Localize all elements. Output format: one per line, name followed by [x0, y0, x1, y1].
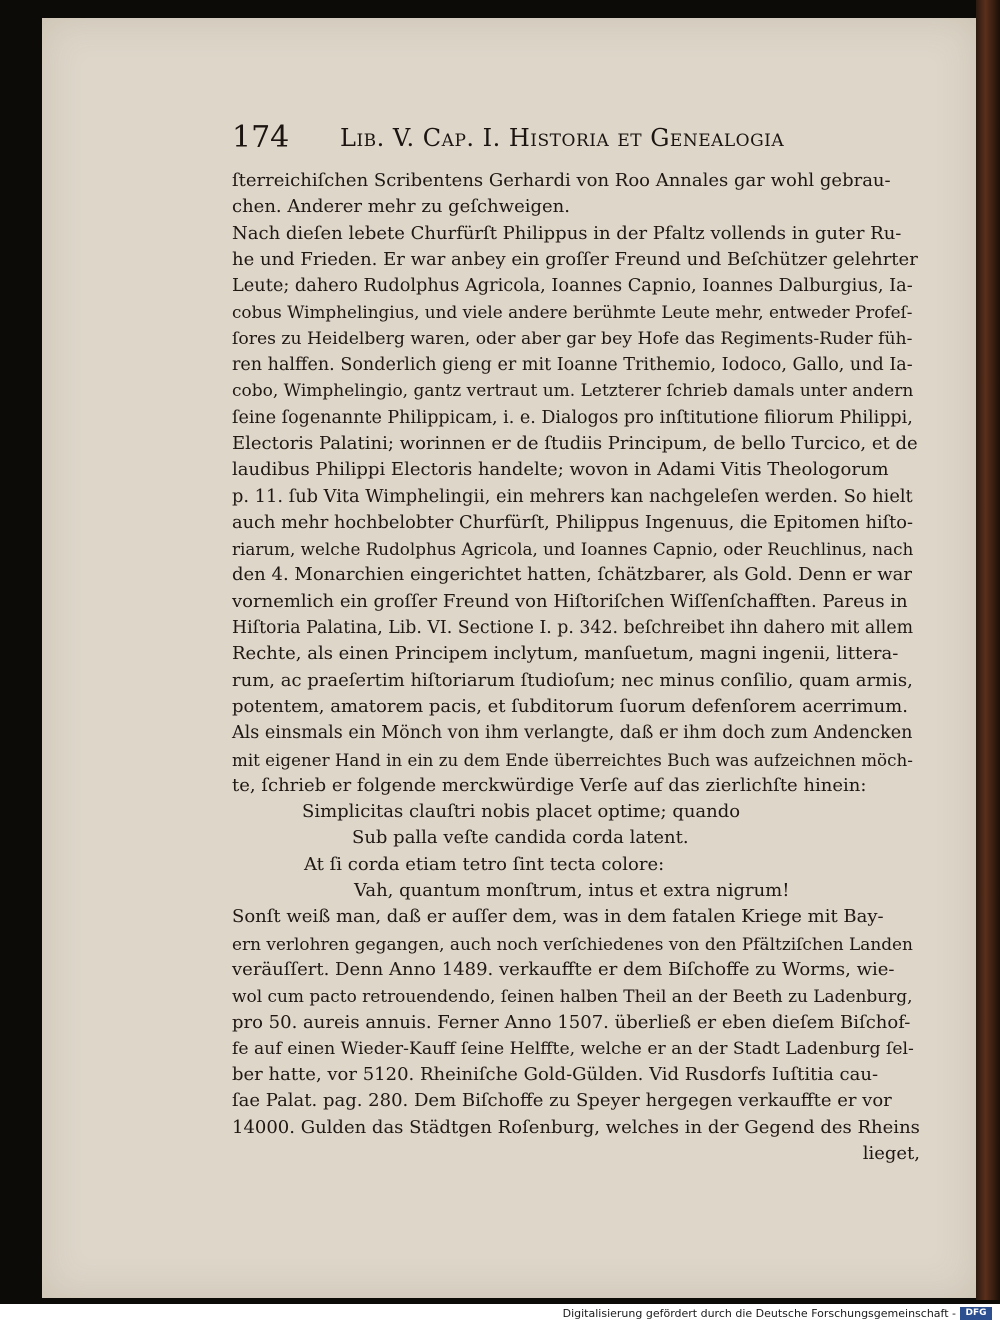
text-line: p. 11. ſub Vita Wimphelingii, ein mehrers kan nachgeleſen werden. So hielt [232, 485, 913, 507]
verse-line: Simplicitas clauſtri nobis placet optime; quando [302, 801, 741, 823]
book-edge [976, 0, 1000, 1300]
text-line: ſterreichiſchen Scribentens Gerhardi von Roo Annales gar wohl gebrau- [232, 170, 891, 191]
text-line: ern verlohren gegangen, auch noch verſchiedenes von den Pfältziſchen Landen [232, 933, 913, 954]
text-line: fe auf einen Wieder-Kauff ſeine Helffte, welche er an der Stadt Ladenburg ſel- [232, 1038, 914, 1059]
body-text [232, 168, 920, 1167]
text-line: laudibus Philippi Electoris handelte; wovon in Adami Vitis Theologorum [232, 459, 889, 481]
text-line: veräuſſert. Denn Anno 1489. verkauffte er dem Biſchoffe zu Worms, wie- [232, 958, 895, 980]
page-header [232, 120, 832, 160]
verse-line: Sub palla veſte candida corda latent. [352, 827, 689, 849]
dfg-logo[interactable]: DFG [960, 1307, 992, 1320]
verse-line: At ſi corda etiam tetro ſint tecta colore: [304, 853, 665, 875]
verse-line: Vah, quantum monſtrum, intus et extra nigrum! [354, 880, 790, 902]
text-line: auch mehr hochbelobter Churfürſt, Philippus Ingenuus, die Epitomen hiſto- [232, 512, 913, 533]
text-line: cobo, Wimphelingio, gantz vertraut um. Letzterer ſchrieb damals unter andern [232, 381, 914, 402]
text-line: den 4. Monarchien eingerichtet hatten, ſchätzbarer, als Gold. Denn er war [232, 564, 912, 586]
text-line: Nach dieſen lebete Churfürſt Philippus in der Pfaltz vollends in guter Ru- [232, 222, 902, 244]
text-line: chen. Anderer mehr zu geſchweigen. [232, 196, 570, 218]
catchword: lieget, [862, 1142, 920, 1164]
text-line: ren halffen. Sonderlich gieng er mit Ioanne Trithemio, Iodoco, Gallo, und Ia- [232, 355, 913, 376]
text-line: Electoris Palatini; worinnen er de ſtudiis Principum, de bello Turcico, et de [232, 432, 918, 454]
text-line: ſae Palat. pag. 280. Dem Biſchoffe zu Speyer hergegen verkauffte er vor [232, 1090, 892, 1112]
text-line: potentem, amatorem pacis, et ſubditorum ſuorum defenſorem acerrimum. [232, 695, 908, 717]
text-line: cobus Wimphelingius, und viele andere berühmte Leute mehr, entweder Profeſ- [232, 302, 913, 323]
text-line: ſores zu Heidelberg waren, oder aber gar bey Hofe das Regiments-Ruder füh- [232, 328, 913, 349]
text-line: Hiſtoria Palatina, Lib. VI. Sectione I. p. 342. beſchreibet ihn dahero mit allem [232, 618, 914, 639]
text-line: Rechte, als einen Principem inclytum, manſuetum, magni ingenii, littera- [232, 643, 899, 665]
text-line: vornemlich ein groſſer Freund von Hiſtoriſchen Wiſſenſchafften. Pareus in [232, 590, 908, 612]
text-line: ſeine ſogenannte Philippicam, i. e. Dialogos pro inſtitutione filiorum Philippi, [232, 407, 913, 428]
text-line: he und Frieden. Er war anbey ein groſſer Freund und Beſchützer gelehrter [232, 248, 918, 270]
text-line: Als einsmals ein Mönch von ihm verlangte, daß er ihm doch zum Andencken [232, 723, 913, 744]
text-line: te, ſchrieb er folgende merckwürdige Verſe auf das zierlichſte hinein: [232, 774, 867, 796]
text-line: ber hatte, vor 5120. Rheiniſche Gold-Gülden. Vid Rusdorfs Iuſtitia cau- [232, 1064, 879, 1086]
page-number: 174 [232, 120, 290, 155]
text-line: Sonſt weiß man, daß er auſſer dem, was in dem fatalen Kriege mit Bay- [232, 906, 884, 928]
footer-bar [0, 1304, 1000, 1323]
text-line: wol cum pacto retrouendendo, ſeinen halben Theil an der Beeth zu Ladenburg, [232, 986, 913, 1007]
text-line: mit eigener Hand in ein zu dem Ende überreichtes Buch was aufzeichnen möch- [232, 749, 913, 770]
text-line: pro 50. aureis annuis. Ferner Anno 1507. überließ er eben dieſem Biſchof- [232, 1011, 911, 1033]
running-title: Lib. V. Cap. I. Historia et Genealogia [340, 124, 785, 152]
text-line: riarum, welche Rudolphus Agricola, und Ioannes Capnio, oder Reuchlinus, nach [232, 539, 914, 560]
text-line: rum, ac praeſertim hiſtoriarum ſtudioſum; nec minus conſilio, quam armis, [232, 669, 913, 691]
funding-credit: Digitalisierung gefördert durch die Deutsche Forschungsgemeinschaft - [562, 1307, 956, 1320]
text-line: Leute; dahero Rudolphus Agricola, Ioannes Capnio, Ioannes Dalburgius, Ia- [232, 276, 913, 297]
text-line: 14000. Gulden das Städtgen Roſenburg, welches in der Gegend des Rheins [232, 1116, 920, 1138]
